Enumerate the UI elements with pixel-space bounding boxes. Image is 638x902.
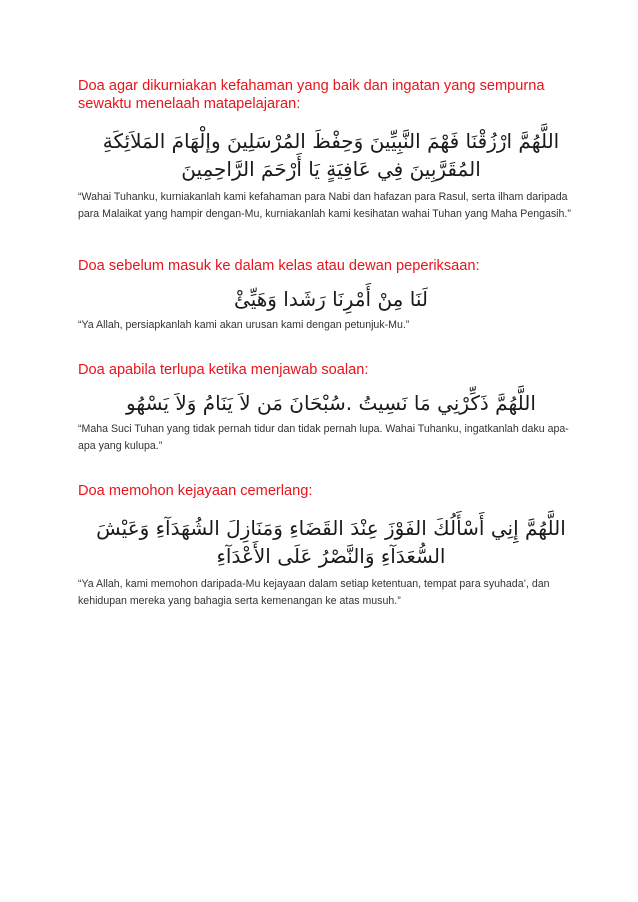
arabic-prayer: اللَّهُمَّ إِنِي أَسْأَلُكَ الفَوْزَ عِنْدَ القَضَاءِ وَمَنَازِلَ الشُهَدَآءِ وَعَيْشَ السُّعَدَآءِ وَالنَّصْرُ عَلَى الأَعْدَآءِ bbox=[96, 516, 566, 568]
prayer-translation: “Maha Suci Tuhan yang tidak pernah tidur dan tidak pernah lupa. Wahai Tuhanku, ingatkanlah daku apa-apa yang kulupa.” bbox=[78, 423, 569, 452]
doa-section-understanding bbox=[78, 77, 584, 222]
section-heading: Doa apabila terlupa ketika menjawab soalan: bbox=[78, 362, 369, 378]
prayer-translation: “Wahai Tuhanku, kurniakanlah kami kefahaman para Nabi dan hafazan para Rasul, serta ilham daripada para Malaikat yang hampir dengan-Mu, kurniakanlah kami kesihatan wahai Tuhan yang Maha Pengasih.” bbox=[78, 191, 571, 220]
section-heading: Doa agar dikurniakan kefahaman yang baik dan ingatan yang sempurna sewaktu menelaah matapelajaran: bbox=[78, 78, 545, 112]
doa-section-success bbox=[78, 482, 584, 609]
prayer-translation: “Ya Allah, kami memohon daripada-Mu kejayaan dalam setiap ketentuan, tempat para syuhada’, dan kehidupan mereka yang bahagia serta kemenangan ke atas musuh.” bbox=[78, 578, 550, 607]
arabic-prayer: لَنَا مِنْ أَمْرِنَا رَشَدا وَهَيِّئْ bbox=[234, 287, 428, 311]
prayer-translation: “Ya Allah, persiapkanlah kami akan urusan kami dengan petunjuk-Mu.” bbox=[78, 319, 410, 331]
section-heading: Doa sebelum masuk ke dalam kelas atau dewan peperiksaan: bbox=[78, 258, 480, 274]
doa-section-forgetting bbox=[78, 361, 584, 454]
doa-section-before-exam bbox=[78, 257, 584, 334]
arabic-prayer: اللَّهُمَّ ذَكِّرْنِي مَا نَسِيتُ .سُبْحَانَ مَن لاَ يَنَامُ وَلاَ يَسْهُو bbox=[126, 391, 536, 415]
arabic-prayer: اللَّهُمَّ ارْزُقْنَا فَهْمَ النَّبِيِّينَ وَحِفْظَ المُرْسَلِينَ وإلْهَامَ المَلاَئِكَةِ المُقَرَّبِينَ فِي عَافِيَةٍ يَا أَرْحَمَ الرَّاحِمِينَ bbox=[102, 129, 560, 181]
section-heading: Doa memohon kejayaan cemerlang: bbox=[78, 483, 313, 499]
